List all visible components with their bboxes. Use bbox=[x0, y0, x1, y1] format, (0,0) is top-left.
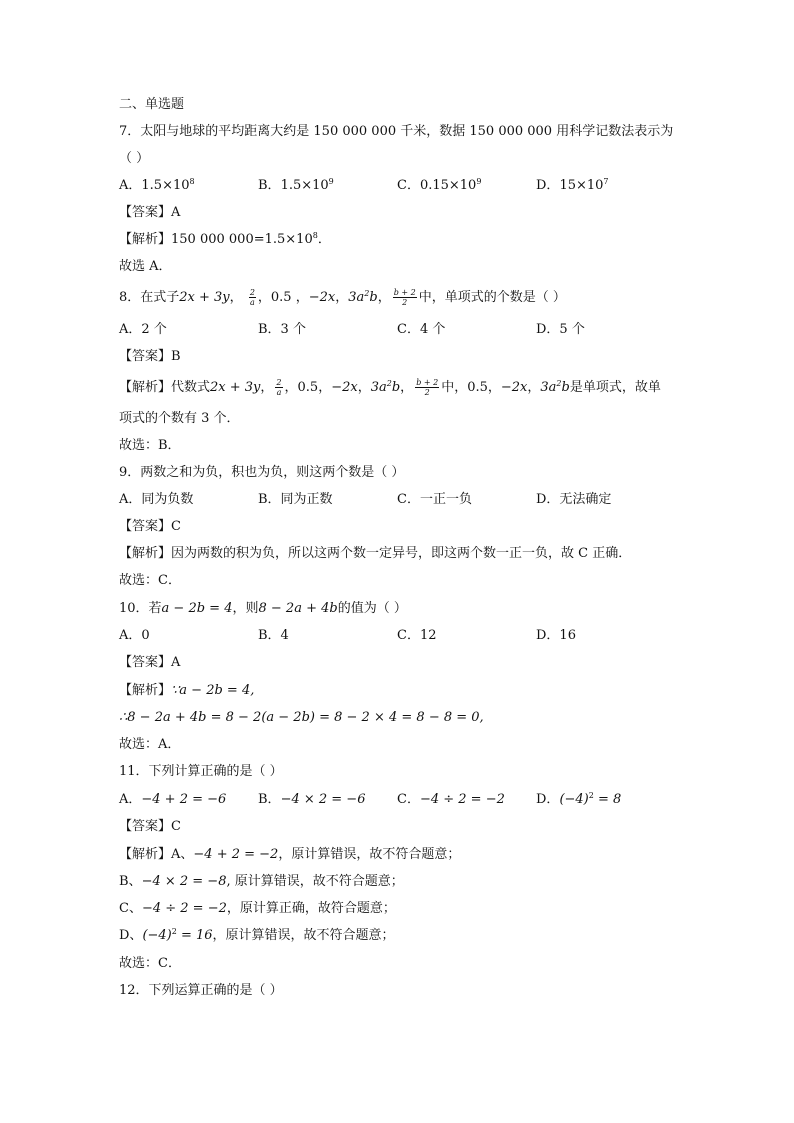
q11-option-c: C．−4 ÷ 2 = −2 bbox=[397, 792, 505, 807]
q11-option-a: A．−4 + 2 = −6 bbox=[119, 792, 227, 807]
q10-conclusion: 故选：A． bbox=[119, 737, 181, 752]
q10-stem: 10．若a − 2b = 4，则8 − 2a + 4b的值为（ ） bbox=[119, 601, 407, 616]
q9-stem: 9．两数之和为负，积也为负，则这两个数是（ ） bbox=[119, 465, 405, 480]
q8-conclusion: 故选：B． bbox=[119, 438, 181, 453]
q7-conclusion: 故选 A． bbox=[119, 259, 172, 274]
q8-fraction-2-over-a: $\frac{2}{a}$ bbox=[249, 288, 255, 307]
q10-analysis-line2: ∴8 − 2a + 4b = 8 − 2(a − 2b) = 8 − 2 × 4 = 8 − 8 = 0, bbox=[119, 710, 484, 725]
q9-option-d: D．无法确定 bbox=[536, 492, 612, 507]
q7-option-c: C．$0.15\times 10^9$ bbox=[397, 177, 482, 193]
q8-answer: 【答案】B bbox=[119, 349, 181, 364]
q8-stem: 8．在式子2x + 3y， $\frac{2}{a}$ ，0.5 ，−2x，$3a^2b$， $\frac{b + 2}{2}$ 中，单项式的个数是（ ） bbox=[119, 288, 566, 307]
q9-option-a: A．同为负数 bbox=[119, 492, 194, 507]
q11-option-b: B．−4 × 2 = −6 bbox=[258, 792, 366, 807]
q8-option-c: C．4 个 bbox=[397, 322, 446, 337]
section-title: 二、单选题 bbox=[119, 97, 185, 112]
q10-option-b: B．4 bbox=[258, 628, 289, 643]
q7-option-b: B．$1.5\times 10^9$ bbox=[258, 177, 334, 193]
q12-stem: 12．下列运算正确的是（ ） bbox=[119, 983, 283, 998]
q8-option-a: A．2 个 bbox=[119, 322, 167, 337]
q7-option-d: D．$15\times 10^7$ bbox=[536, 177, 609, 193]
q8-analysis: 【解析】代数式2x + 3y， $\frac{2}{a}$ ，0.5，−2x，$3a^2b$， $\frac{b + 2}{2}$ 中，0.5，−2x，$3a^2b$是单项式，故单 bbox=[119, 378, 661, 397]
q10-option-a: A．0 bbox=[119, 628, 150, 643]
q11-analysis-c: C、−4 ÷ 2 = −2，原计算正确，故符合题意； bbox=[119, 901, 396, 916]
q11-stem: 11．下列计算正确的是（ ） bbox=[119, 764, 283, 779]
q9-analysis: 【解析】因为两数的积为负，所以这两个数一定异号，即这两个数一正一负，故 C 正确． bbox=[119, 546, 632, 561]
q9-option-b: B．同为正数 bbox=[258, 492, 333, 507]
q9-conclusion: 故选：C． bbox=[119, 573, 181, 588]
q8-option-d: D．5 个 bbox=[536, 322, 585, 337]
q8-fraction-b-plus-2-over-2: $\frac{b + 2}{2}$ bbox=[393, 288, 416, 307]
q7-answer: 【答案】A bbox=[119, 205, 181, 220]
q7-stem: 7．太阳与地球的平均距离大约是 150 000 000 千米，数据 150 000 000 用科学记数法表示为 bbox=[119, 124, 674, 139]
q11-analysis-b: B、−4 × 2 = −8, 原计算错误，故不符合题意； bbox=[119, 874, 404, 889]
q8-analysis-fraction-2-over-a: $\frac{2}{a}$ bbox=[276, 378, 282, 397]
q7-option-a: A．$1.5\times 10^8$ bbox=[119, 177, 195, 193]
q10-answer: 【答案】A bbox=[119, 655, 181, 670]
q8-option-b: B．3 个 bbox=[258, 322, 306, 337]
q10-option-c: C．12 bbox=[397, 628, 437, 643]
q9-option-c: C．一正一负 bbox=[397, 492, 472, 507]
q10-analysis: 【解析】∵a − 2b = 4, bbox=[119, 683, 255, 698]
q11-answer: 【答案】C bbox=[119, 819, 181, 834]
q11-analysis-d: D、$(-4)^2 = 16$，原计算错误，故不符合题意； bbox=[119, 927, 395, 943]
q8-analysis-line2: 项式的个数有 3 个． bbox=[119, 411, 240, 426]
q9-answer: 【答案】C bbox=[119, 519, 181, 534]
q8-analysis-fraction-b-plus-2-over-2: $\frac{b + 2}{2}$ bbox=[416, 378, 439, 397]
q7-stem-cont: （ ） bbox=[119, 151, 150, 166]
q7-analysis: 【解析】150 000 $000=1.5\times 10^8$． bbox=[119, 231, 331, 247]
q10-option-d: D．16 bbox=[536, 628, 576, 643]
q11-analysis-a: 【解析】A、−4 + 2 = −2，原计算错误，故不符合题意； bbox=[119, 847, 461, 862]
q11-option-d: D．$(-4)^2 = 8$ bbox=[536, 791, 622, 807]
q11-conclusion: 故选：C． bbox=[119, 956, 181, 971]
